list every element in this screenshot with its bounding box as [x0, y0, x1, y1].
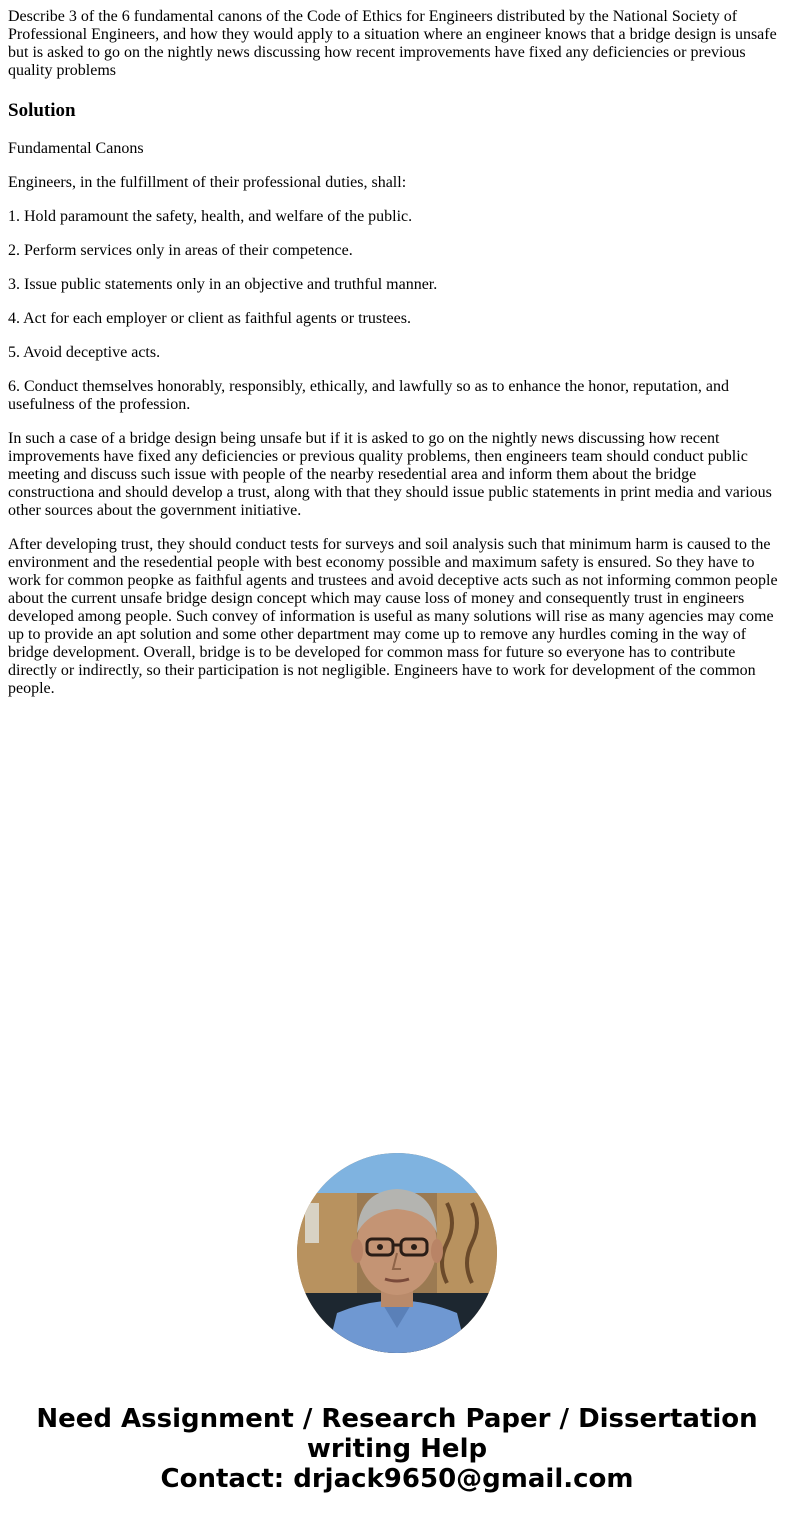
canons-intro: Engineers, in the fulfillment of their professional duties, shall:: [8, 174, 407, 191]
canon-item: 2. Perform services only in areas of their competence.: [8, 242, 353, 259]
canon-item: 6. Conduct themselves honorably, responsibly, ethically, and lawfully so as to enhance the honor, reputation, and usefulness of the profession.: [8, 378, 729, 413]
answer-paragraph: In such a case of a bridge design being unsafe but if it is asked to go on the nightly news discussing how recent improvements have fixed any deficiencies or previous quality problems, then engineers team should conduct public meeting and discuss such issue with people of the nearby resedential area and inform them about the bridge constructiona and should develop a trust, along with that they should issue public statements in print media and various other sources about the government initiative.: [8, 430, 772, 519]
promo-line: Need Assignment / Research Paper / Dissertation: [36, 1404, 758, 1434]
section-title: Fundamental Canons: [8, 140, 144, 157]
contact-email: Contact: drjack9650@gmail.com: [160, 1464, 634, 1494]
avatar-portrait-image: [297, 1153, 497, 1353]
canon-item: 4. Act for each employer or client as faithful agents or trustees.: [8, 310, 411, 327]
answer-paragraph: After developing trust, they should conduct tests for surveys and soil analysis such that minimum harm is caused to the environment and the resedential people with best economy possible and maximum safety is ensured. So they have to work for common peopke as faithful agents and trustees and avoid deceptive acts such as not informing common people about the current unsafe bridge design concept which may cause loss of money and consequently trust in engineers developed among people. Such convey of information is useful as many solutions will rise as many agencies may come up to provide an apt solution and some other department may come up to remove any hurdles coming in the way of bridge development. Overall, bridge is to be developed for common mass for future so everyone has to contribute directly or indirectly, so their participation is not negligible. Engineers have to work for development of the common people.: [8, 536, 778, 697]
promo-line: writing Help: [306, 1434, 488, 1464]
document-body: [8, 8, 782, 714]
canon-item: 1. Hold paramount the safety, health, and welfare of the public.: [8, 208, 413, 225]
promo-banner: [0, 1404, 794, 1494]
solution-heading: Solution: [8, 100, 76, 121]
canon-item: 5. Avoid deceptive acts.: [8, 344, 161, 361]
canon-item: 3. Issue public statements only in an objective and truthful manner.: [8, 276, 438, 293]
question-text: Describe 3 of the 6 fundamental canons of the Code of Ethics for Engineers distributed by the National Society of Professional Engineers, and how they would apply to a situation where an engineer knows that a bridge design is unsafe but is asked to go on the nightly news discussing how recent improvements have fixed any deficiencies or previous quality problems: [8, 8, 777, 79]
avatar: [297, 1153, 497, 1353]
